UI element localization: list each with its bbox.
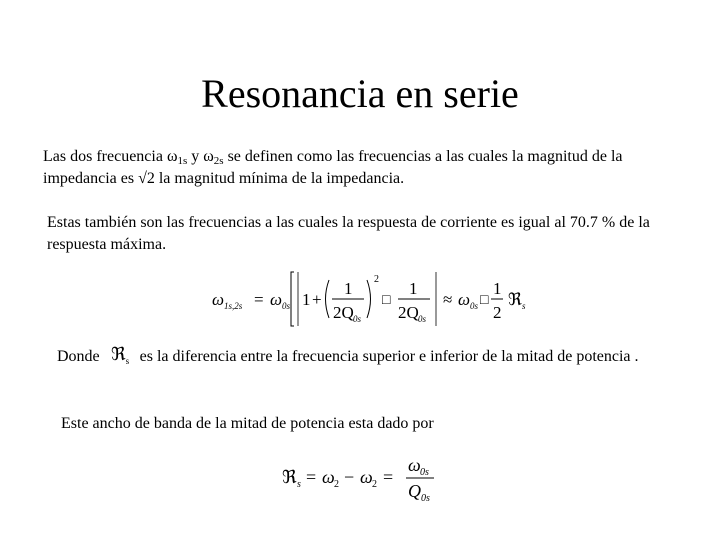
equation-half-power-frequencies <box>212 266 530 332</box>
eq1-den3: 2 <box>493 303 502 322</box>
paragraph-bandwidth: Este ancho de banda de la mitad de potencia esta dado por <box>61 415 434 432</box>
paragraph-donde <box>57 346 677 368</box>
eq2-den-q: Q <box>408 481 421 501</box>
p1-sub-b: 2s <box>213 155 224 167</box>
eq1-den2-sub: 0s <box>418 314 427 324</box>
bandwidth-symbol-sub: s <box>125 356 130 366</box>
eq2-omega-2-sub: 2 <box>334 479 339 490</box>
eq1-exponent: 2 <box>374 274 379 285</box>
eq1-equals: = <box>254 290 264 309</box>
eq1-omega0-b: ω <box>458 290 471 309</box>
eq1-rs: ℜ <box>508 290 522 309</box>
eq1-paren-left <box>326 280 330 318</box>
p1-sub-a: 1s <box>177 155 188 167</box>
p3-text-a: Donde <box>57 348 100 365</box>
eq1-num3: 1 <box>493 279 502 298</box>
p1-text-c: se definen como las frecuencias a las cuales la magnitud de la impedancia es √2 la magnitud mínima de la impedancia. <box>43 148 623 187</box>
paragraph-definition <box>43 146 693 190</box>
paragraph-current-response: Estas también son las frecuencias a las cuales la respuesta de corriente es igual al 70.7 % de la respuesta máxima. <box>47 214 650 253</box>
eq2-rs: ℜ <box>282 467 297 487</box>
eq2-rs-sub: s <box>297 479 301 490</box>
eq1-omega0-b-sub: 0s <box>470 301 479 311</box>
eq1-omega0-sub: 0s <box>282 301 291 311</box>
eq2-num-omega: ω <box>408 455 421 475</box>
slide-title: Resonancia en serie <box>201 71 519 116</box>
p3-text-b: es la diferencia entre la frecuencia superior e inferior de la mitad de potencia . <box>139 348 639 365</box>
p1-text-b: y ω <box>187 148 214 165</box>
eq1-bracket-left <box>291 272 294 326</box>
equation2-svg <box>282 455 447 505</box>
eq1-omega-lhs-sub: 1s,2s <box>224 301 243 311</box>
eq1-box-1: □ <box>382 293 391 308</box>
eq1-paren-right <box>367 280 371 318</box>
bandwidth-symbol-r: ℜ <box>111 344 126 364</box>
eq1-den2: 2Q <box>398 303 419 322</box>
eq2-minus: − <box>344 467 355 487</box>
eq1-den1-sub: 0s <box>353 314 362 324</box>
eq2-num-sub: 0s <box>420 467 429 478</box>
equation1-svg <box>212 266 530 332</box>
p1-text-a: Las dos frecuencia ω <box>43 148 178 165</box>
eq1-one: 1 <box>302 290 311 309</box>
eq1-rs-sub: s <box>522 301 526 311</box>
eq1-num1: 1 <box>344 279 353 298</box>
eq2-omega-1: ω <box>360 467 373 487</box>
eq2-equals-1: = <box>306 467 317 487</box>
eq2-omega-2: ω <box>322 467 335 487</box>
eq1-den1: 2Q <box>333 303 354 322</box>
bandwidth-symbol <box>111 344 130 366</box>
eq2-omega-1-sub: 2 <box>372 479 377 490</box>
eq1-approx: ≈ <box>443 290 453 309</box>
eq1-box-2: □ <box>480 293 489 308</box>
eq1-omega0: ω <box>270 290 283 309</box>
eq1-num2: 1 <box>409 279 418 298</box>
eq1-plus: + <box>312 290 322 309</box>
eq2-den-sub: 0s <box>421 493 430 504</box>
equation-bandwidth <box>282 455 447 505</box>
eq2-equals-2: = <box>383 467 394 487</box>
eq1-omega-lhs: ω <box>212 290 225 309</box>
